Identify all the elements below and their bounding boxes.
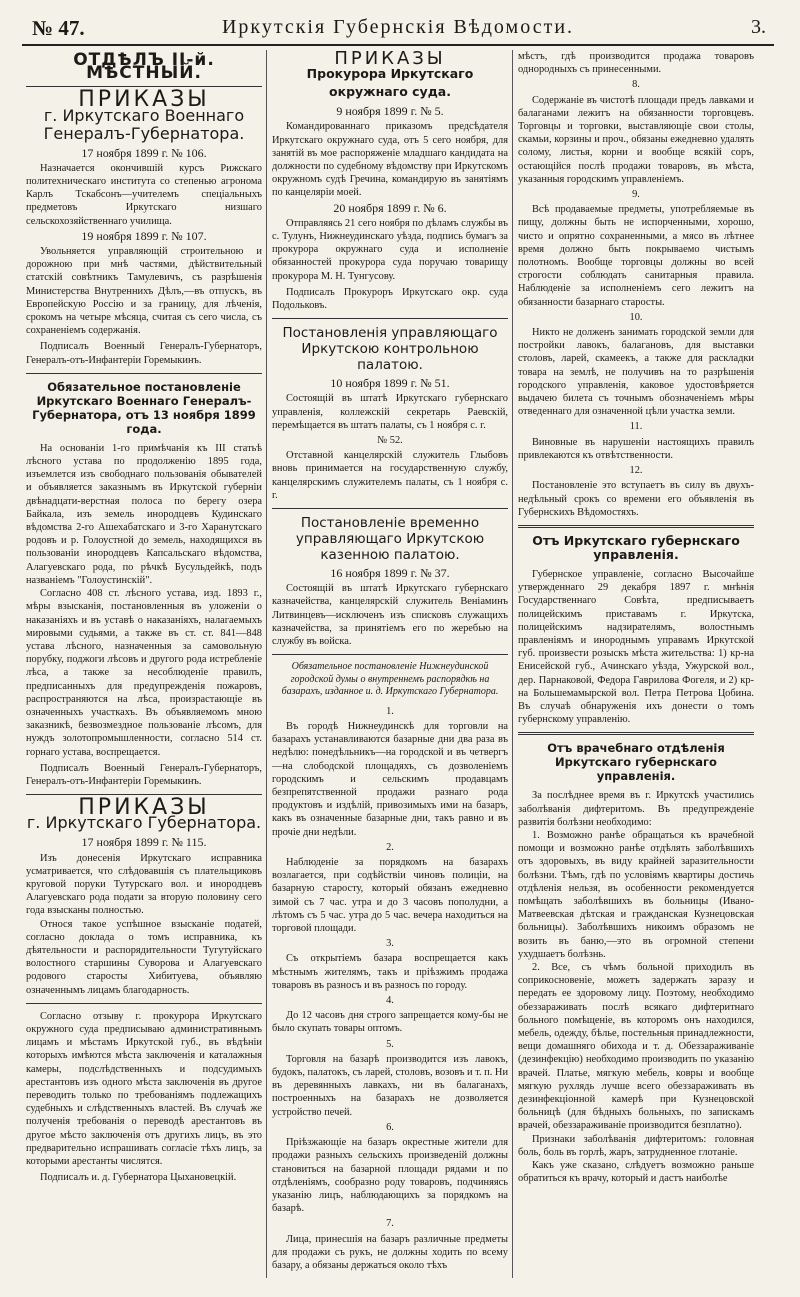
paragraph: Признаки заболѣванія дифтеритомъ: головная боль, боль въ горлѣ, жаръ, затрудненное глотаніе. xyxy=(518,1133,754,1158)
column-3 xyxy=(518,50,754,1278)
item-number: 9. xyxy=(632,189,640,201)
item-number: 10. xyxy=(629,311,643,323)
paragraph: Назначается окончившій курсъ Рижскаго политехническаго института со степенью агронома Карлъ Тскабсонъ—учителемъ спеціальныхъ предметовъ Иркутскаго низшаго сельскохозяйственнаго училища. xyxy=(26,162,262,227)
decree-title: Отъ врачебнаго отдѣленія Иркутскаго губернскаго управленія. xyxy=(547,741,725,784)
item-number: 6. xyxy=(386,1121,394,1133)
order-date: 19 ноября 1899 г. № 107. xyxy=(81,228,207,243)
newspaper-title: Иркутскія Губернскія Вѣдомости. xyxy=(221,16,575,38)
item-number: 5. xyxy=(386,1038,394,1050)
paragraph: Постановленіе это вступаетъ въ силу въ двухъ-недѣльный срокъ со времени его объявленія въ Губернскихъ Вѣдомостяхъ. xyxy=(518,480,754,518)
signature: Подписалъ Прокуроръ Иркутскаго окр. суда Подольковъ. xyxy=(272,286,508,312)
subheading: Прокурора Иркутскаго окружнаго суда. xyxy=(306,66,474,100)
paragraph: 1. Возможно ранѣе обращаться къ врачебной помощи и возможно ранѣе отдѣлять заболѣвшихъ отъ здоровыхъ, въ виду крайней заразительности болѣзни. Тѣмъ, гдѣ по условіямъ квартиры достичь отдѣленія нельзя, въ особенности рекомендуется помѣщать заболѣвшихъ въ больницы (Ивано-Матвеевская дѣтская и гражданская Кузнецовская больницы). Заболѣвшихъ никоимъ образомъ не возить въ баню,—это въ огромной степени ухудшаетъ болѣзнь. xyxy=(518,829,754,960)
paragraph: Виновные въ нарушеніи настоящихъ правилъ привлекаются къ отвѣтственности. xyxy=(518,436,754,461)
subheading: г. Иркутскаго Военнаго Генералъ-Губернатора. xyxy=(43,105,245,143)
item-number: 3. xyxy=(386,938,394,950)
paragraph: Содержаніе въ чистотѣ площади предъ лавками и балаганами лежитъ на обязанности торговцевъ. Торговцы и торговки, выставляющіе свои столы, скамьи, корзины и проч., обязаны ежедневно удалять солому, листья, корни и вообще всякій соръ, остающійся послѣ продажи товаровъ, въ мѣста, указанныя городскимъ управленіемъ. xyxy=(518,94,754,185)
section-title: ОТДѢЛЪ II-й. МѢСТНЫЙ. xyxy=(73,50,215,84)
paragraph: Командированнаго приказомъ предсѣдателя Иркутскаго окружнаго суда, отъ 5 сего ноября, для занятій въ мое распоряженіе младшаго кандидата на должности по судебному вѣдомству при Иркутскомъ окружномъ судѣ Гречина, командирую въ занятіямъ по канцеляріи моей. xyxy=(272,121,508,199)
paragraph: Отправляясь 21 сего ноября по дѣламъ службы въ с. Тулунъ, Нижнеудинскаго уѣзда, подпись бумагъ за прокурора окружнаго суда и исполненіе обязанностей прокурора суда поручаю товарищу прокурора М. Н. Тунгусову. xyxy=(272,217,508,282)
paragraph: Состоящій въ штатѣ Иркутскаго губернскаго казначейства, канцелярскій служитель Веніаминъ Литвинцевъ—исключенъ изъ списковъ служащихъ казначейства, за принятіемъ его по жеребью на службу въ войска. xyxy=(272,583,508,648)
paragraph: Отставной канцелярскій служитель Глыбовъ вновь принимается на государственную службу, канцелярскимъ служителемъ палаты, съ 1 ноября с. г. xyxy=(272,450,508,501)
paragraph: мѣстъ, гдѣ производится продажа товаровъ однородныхъ съ принесенными. xyxy=(518,51,754,76)
divider xyxy=(272,318,508,319)
paragraph: Пріѣзжающіе на базаръ окрестные жители для продажи разныхъ сельскихъ произведеній должны становиться на базарной площади рядами и по отдѣленіямъ, сообразно роду товаровъ, подчиняясь указанію лицъ, наблюдающихъ за порядкомъ на базарѣ. xyxy=(272,1137,508,1215)
column-divider xyxy=(512,50,513,1278)
paragraph: 2. Все, съ чѣмъ больной приходилъ въ соприкосновеніе, можетъ задержать заразу и передать ее здоровому лицу. Поэтому, необходимо обеззараживать послѣ всякаго дифтеритнаго больного помѣщеніе, въ которомъ онъ находился, мебель, одежду, бѣлье, постельныя принадлежности, вещи домашняго обихода и т. д. Обеззараживаніе (дезинфекцію) необходимо производить по указанію врачей. Платье, мягкую мебель, ковры и вообще мягкую рухлядь лучше всего обеззараживать въ дезинфекціонной камерѣ при Кузнецовской больницѣ (для бѣдныхъ больныхъ, по запискамъ врачей, обеззараживаніе производится безплатно). xyxy=(518,961,754,1132)
paragraph: Наблюденіе за порядкомъ на базарахъ возлагается, при содѣйствіи чиновъ полиціи, на базарную старосту, который обязанъ ежедневно зимой съ 7 час. утра и до 3 часовъ пополудни, а лѣтомъ съ 5 час. утра до 5 час. вечера находиться на торговой площади. xyxy=(272,857,508,935)
signature: Подписалъ Военный Генералъ-Губернаторъ, Генералъ-отъ-Инфантеріи Горемыкинъ. xyxy=(26,341,262,366)
decree-title: Постановленіе временно управляющаго Иркутскою казенною палатою. xyxy=(295,515,485,564)
paragraph: Относя такое успѣшное взысканіе податей, согласно доклада о томъ исправника, къ дѣятельности и распорядительности Тугутуйскаго волостного старшины Суворова и Алагуевскаго родового старосты Хибитуева, объявляю означеннымъ лицамъ благодарность. xyxy=(26,918,262,996)
issue-number: № 47. xyxy=(32,16,85,40)
signature: Подписалъ и. д. Губернатора Цыхановецкій. xyxy=(40,1172,237,1184)
page-header xyxy=(22,14,774,44)
paragraph: Торговля на базарѣ производится изъ лавокъ, будокъ, палатокъ, съ ларей, столовъ, возовъ и т. п. Ни въ деревянныхъ лавкахъ, ни въ балаганахъ, построенныхъ на базарахъ не дозволяется устройство печей. xyxy=(272,1053,508,1118)
column-2 xyxy=(272,50,508,1278)
subheading: г. Иркутскаго Губернатора. xyxy=(26,813,262,833)
divider xyxy=(518,732,754,735)
decree-title: Отъ Иркутскаго губернскаго управленія. xyxy=(532,532,740,562)
order-number: № 52. xyxy=(377,435,403,447)
paragraph: Губернское управленіе, согласно Высочайше утвержденнаго 29 декабря 1897 г. мнѣнія Государственнаго Совѣта, предписываетъ полицейскимъ приставамъ г. Иркутска, полицейскимъ надзирателямъ, волостнымъ правленіямъ и инороднымъ управамъ Иркутской губ. произвести розыскъ мѣста жительства: 1) кр-на Енисейской губ., Ачинскаго уѣзда, Ужурской вол., дер. Парнаковой, Федора Гаврилова Фогеля, и 2) кр-на Большемамырской вол. Петра Петрова Цобина. Въ случаѣ обнаруженія ихъ донести о томъ губернскому управленію. xyxy=(518,568,754,726)
paragraph: За послѣднее время въ г. Иркутскѣ участились заболѣванія дифтеритомъ. Въ предупрежденіе развитія болѣзни необходимо: xyxy=(518,790,754,828)
decree-note: Обязательное постановленіе Нижнеудинской городской думы о внутреннемъ распорядкѣ на базарахъ, изданное и. д. Иркутскаго Губернатора. xyxy=(281,661,499,698)
paragraph: Состоящій въ штатѣ Иркутскаго губернскаго управленія, коллежскій секретарь Раевскій, перемѣщается въ штатъ палаты, съ 1 ноября с. г. xyxy=(272,393,508,431)
item-number: 2. xyxy=(386,841,394,853)
paragraph: Лица, принесшія на базаръ различные предметы для продажи съ рукъ, не должны ходить по всему базару, а обязаны держаться около тѣхъ xyxy=(272,1233,508,1271)
item-number: 8. xyxy=(632,79,640,91)
divider xyxy=(26,1003,262,1004)
divider xyxy=(272,508,508,509)
order-date: 20 ноября 1899 г. № 6. xyxy=(333,200,447,215)
paragraph: Согласно 408 ст. лѣсного устава, изд. 1893 г., мѣры взысканія, постановленныя въ уложеніи о наказаніяхъ и въ уставѣ о наказаніяхъ, налагаемыхъ мировыми судьями, а также въ ст. ст. 841—848 устава лѣсного, назначенныя за самовольную порубку, поджоги лѣсовъ и другого рода истребленіе лѣса, а также за несоблюденіе правилъ, предписанныхъ для предупрежденія пожаровъ, распространяются на лѣса, произрастающіе въ означенныхъ участкахъ. Въ объявляемомъ мною заказникѣ, безвозмездное пользованіе лѣсомъ, для нуждъ золотопромышленности, согласно 514 ст. горнаго устава, воспрещается. xyxy=(26,588,262,758)
column-1 xyxy=(26,50,262,1278)
paragraph: До 12 часовъ дня строго запрещается кому-бы не было скупать товары оптомъ. xyxy=(272,1010,508,1035)
paragraph: Всѣ продаваемые предметы, употребляемые въ пищу, должны быть не испорченными, хорошо, чисто и опрятно сохраненными, а мясо въ лѣтнее время должно быть покрываемо чистымъ полотномъ. Вообще торговцы должны во всей строгости соблюдать санитарныя правила. Наблюденіе за исполненіемъ сего лежитъ на обязанности базарнаго старосты. xyxy=(518,204,754,308)
divider xyxy=(26,373,262,374)
paragraph: Согласно отзыву г. прокурора Иркутскаго окружного суда предписываю административнымъ лицамъ и мѣстамъ Иркутской губ., въ вѣдѣніи которыхъ имѣются мѣста заключенія и каталажныя камеры, подслѣдственныхъ и подсудимыхъ арестантовъ изъ одного мѣста заключенія въ другое переводить только по требованіямъ подлежащихъ судебныхъ и слѣдственныхъ властей. Въ случаѣ же полученія требованія о переводѣ арестантовъ въ другое мѣсто заключенія отъ другихъ лицъ, въ это предварительно испрашивать согласіе тѣхъ лицъ, за которыми арестанты числятся. xyxy=(26,1010,262,1168)
heading: ПРИКАЗЫ xyxy=(334,50,446,69)
paragraph: Увольняется управляющій строительною и дорожною при мнѣ частями, дѣйствительный статскій совѣтникъ Тамулевичъ, съ разрѣшенія Министерства Внутреннихъ Дѣлъ,—въ отпускъ, въ Европейскую Россію и за границу, для лѣченія, срокомъ на четыре мѣсяца, считая съ сего числа, съ сохраненіемъ содержанія. xyxy=(26,246,262,337)
item-number: 4. xyxy=(386,995,394,1007)
paragraph: Никто не долженъ занимать городской земли для постройки лавокъ, балагановъ, для выставки столовъ, ларей, скамеекъ, а также для раскладки товара на землѣ, не получивъ на то разрѣшенія городского управленія, каковое удостовѣряется выдачею билета съ точнымъ обозначеніемъ мѣры отведеннаго для означенной цѣли участка земли. xyxy=(518,327,754,418)
decree-title: Обязательное постановленіе Иркутскаго Военнаго Генералъ-Губернатора, отъ 13 ноября 1899 года. xyxy=(32,379,256,436)
paragraph: Съ открытіемъ базара воспрещается какъ мѣстнымъ жителямъ, такъ и пріѣзжимъ продажа товаровъ въ разносъ и въ разносъ по городу. xyxy=(272,953,508,991)
order-date: 16 ноября 1899 г. № 37. xyxy=(330,566,450,581)
heading: ПРИКАЗЫ xyxy=(78,795,210,821)
order-date: 9 ноября 1899 г. № 5. xyxy=(336,104,444,119)
heading: ПРИКАЗЫ xyxy=(78,87,210,113)
item-number: 12. xyxy=(629,465,643,477)
header-rule xyxy=(22,44,774,46)
divider xyxy=(272,654,508,655)
column-divider xyxy=(266,50,267,1278)
order-date: 17 ноября 1899 г. № 106. xyxy=(81,145,207,160)
item-number: 11. xyxy=(629,421,643,433)
order-date: 10 ноября 1899 г. № 51. xyxy=(330,376,450,391)
signature: Подписалъ Военный Генералъ-Губернаторъ, Генералъ-отъ-Инфантеріи Горемыкинъ. xyxy=(26,762,262,787)
order-date: 17 ноября 1899 г. № 115. xyxy=(81,835,207,850)
divider xyxy=(518,525,754,528)
paragraph: На основаніи 1-го примѣчанія къ III статьѣ лѣсного устава по продолженію 1895 года, изъемлется изъ свободнаго пользованія обывателей и объявляется заказнымъ въ Иркутской губерніи двѣнадцати-верстная полоса по берегу озера Байкала, изъ земель инородцевъ Кудинскаго вѣдомства 2-го Ашехабатскаго и 3-го Харанутскаго родовъ и р. Голоустной до земель, находящихся въ пользованіи инородцевъ Капсальскаго вѣдомства, Алагуевскаго рода, по рѣчкѣ Бусульдейкѣ, подъ названіемъ "Голоустинскій". xyxy=(26,442,262,586)
paragraph: Изъ донесенія Иркутскаго исправника усматривается, что слѣдовавшія съ плательщиковъ круговой поруки Тутурскаго вол. и инородцевъ Алагуевскаго рода подати за вторую половину сего года взысканы полностью. xyxy=(26,852,262,917)
decree-title: Постановленія управляющаго Иркутскою контрольною палатою. xyxy=(282,325,498,374)
paragraph: Въ городѣ Нижнеудинскѣ для торговли на базарахъ устанавливаются базарные дни два раза въ недѣлю: понедѣльникъ—на городской и въ четвергъ—на слободской площадяхъ, съ дозволеніемъ городскимъ и сельскимъ продавцамъ безпрепятственной продажи разнаго рода продуктовъ и издѣлій, привозимыхъ ими на базаръ, какъ въ означенные базарные дни, такъ равно и въ прочіе дни недѣли. xyxy=(272,721,508,838)
item-number: 7. xyxy=(386,1218,394,1230)
page-number: 3. xyxy=(751,16,766,38)
paragraph: Какъ уже сказано, слѣдуетъ возможно раньше обратиться къ врачу, который и дастъ наиболѣе xyxy=(518,1160,754,1185)
item-number: 1. xyxy=(386,705,394,717)
